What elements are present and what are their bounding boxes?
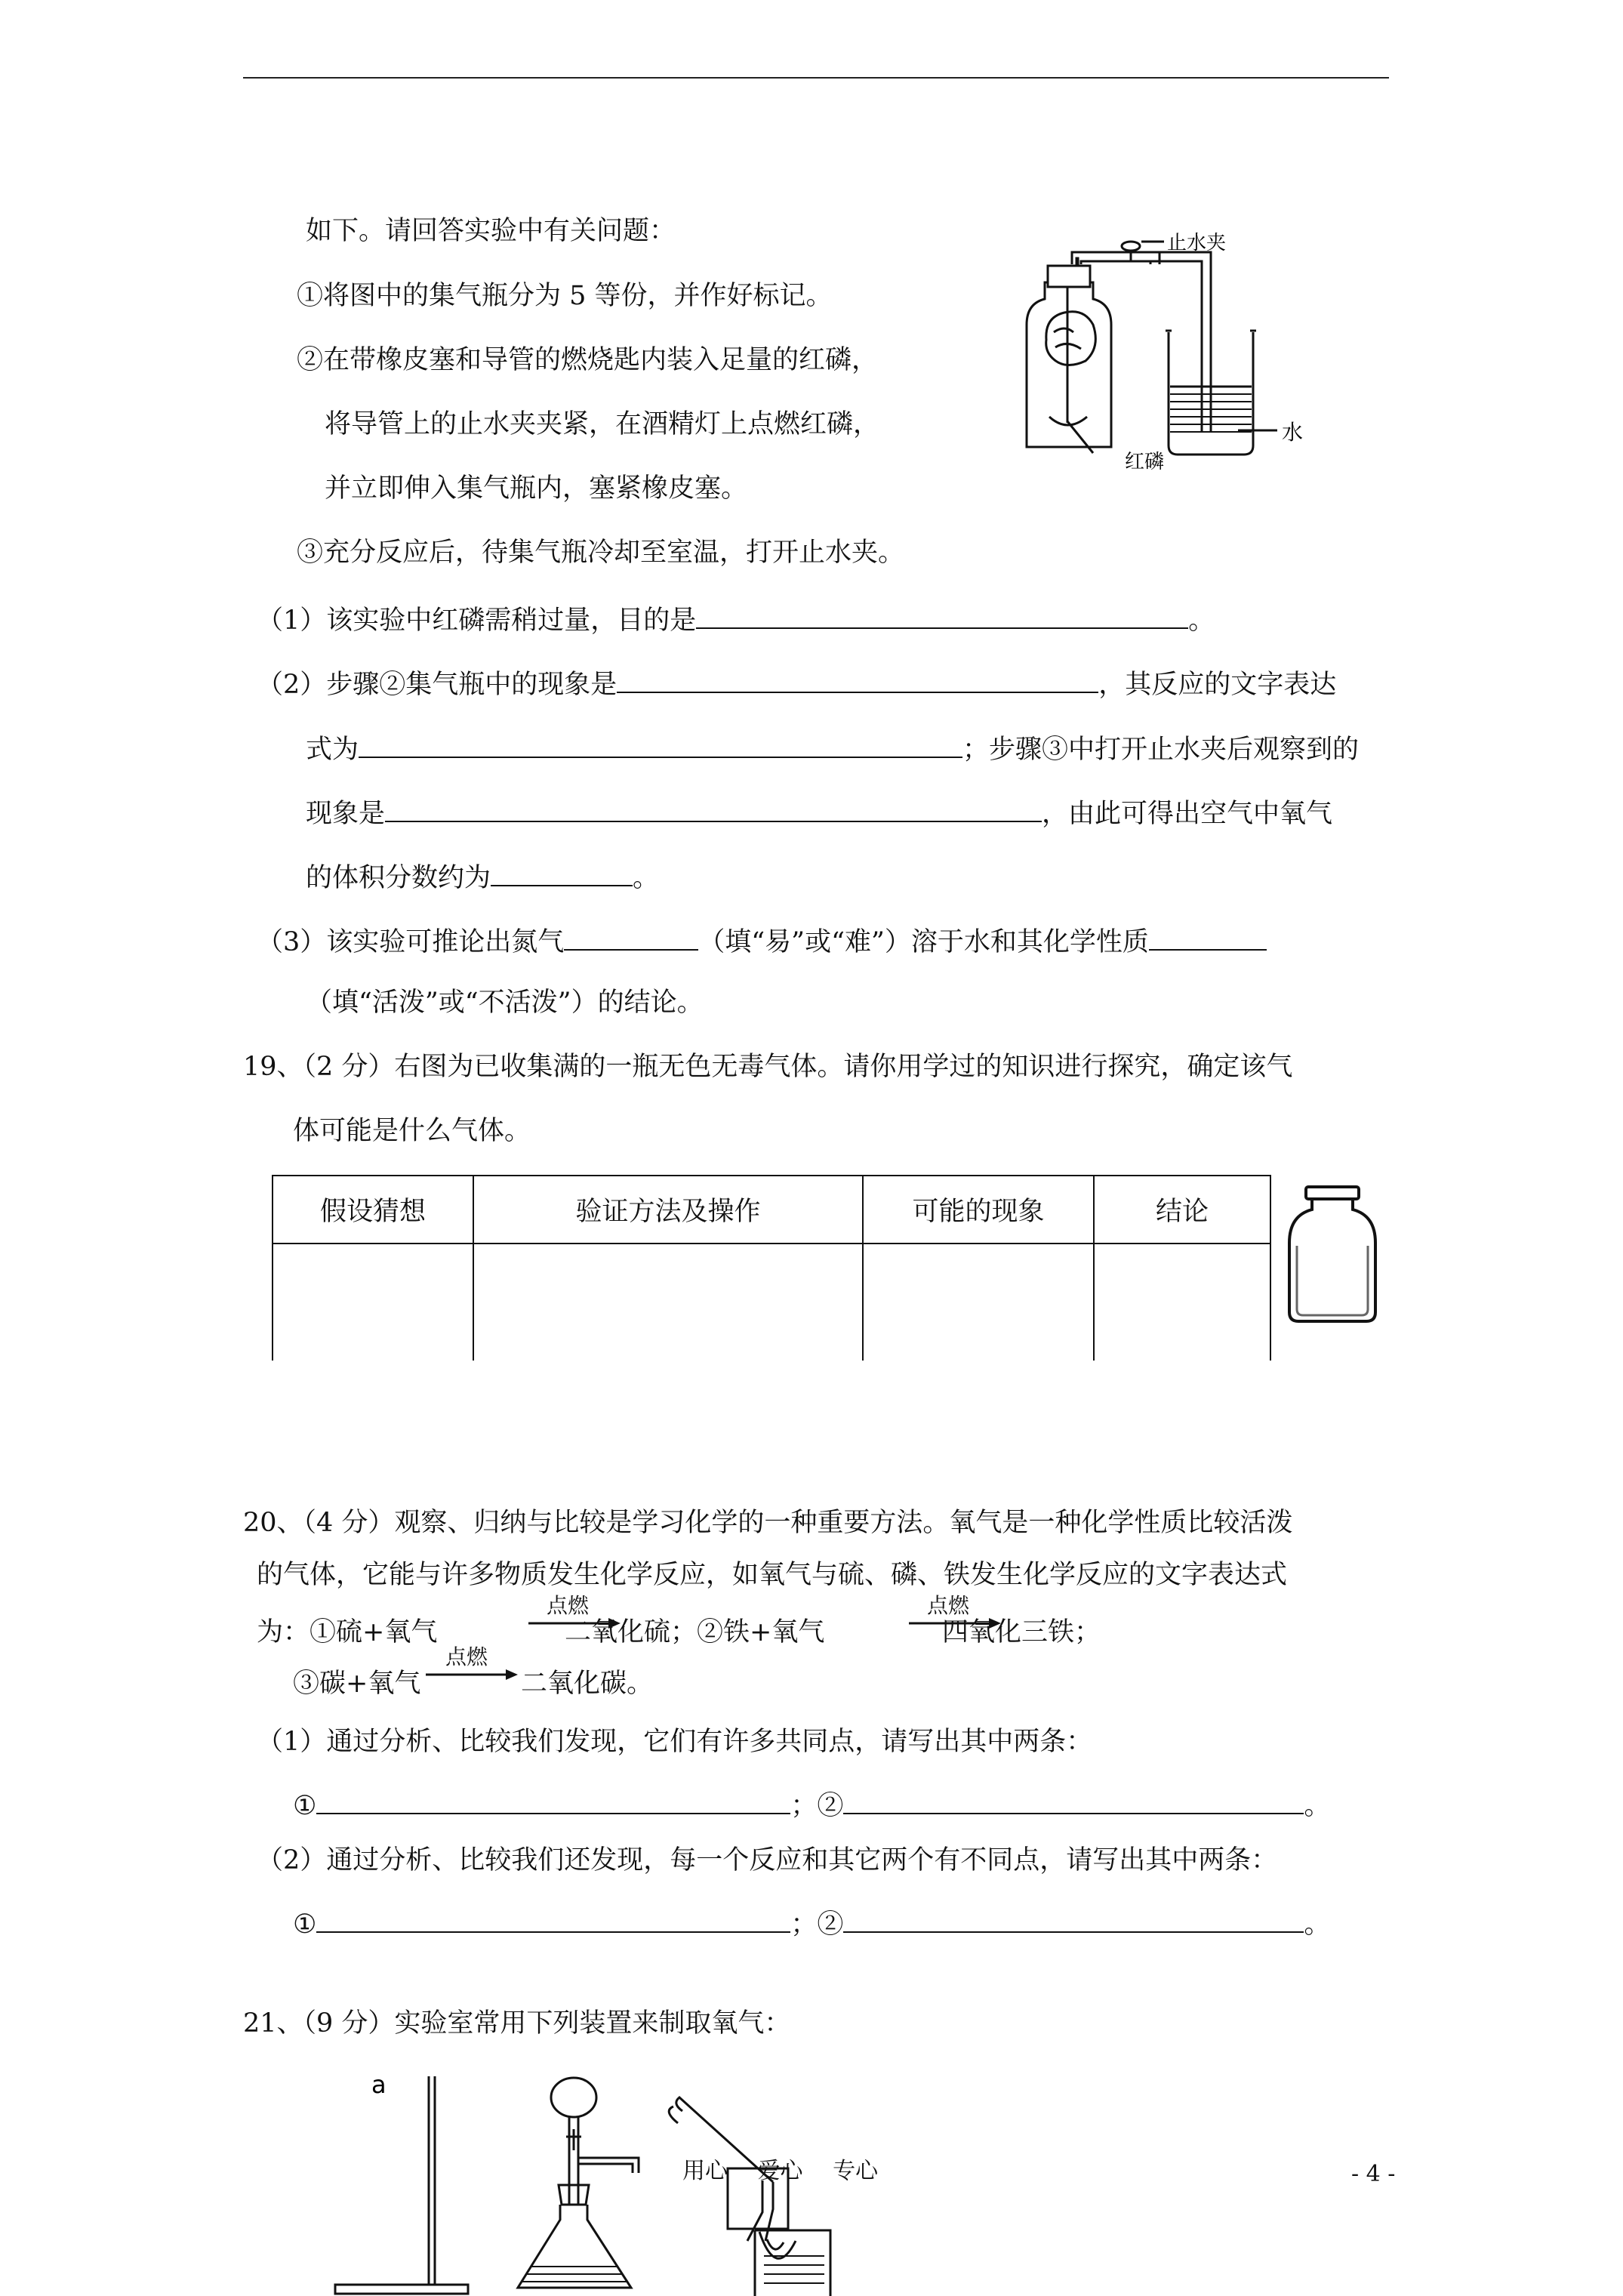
text-line: 如下。请回答实验中有关问题： bbox=[306, 216, 676, 246]
punct: 。 bbox=[1304, 1791, 1331, 1821]
question-21: 21、（9 分）实验室常用下列装置来制取氧气： bbox=[243, 2008, 791, 2039]
step-2: ②在带橡皮塞和导管的燃烧匙内装入足量的红磷， bbox=[297, 345, 879, 375]
question-3-text-b: （填“易”或“难”）溶于水和其化学性质 bbox=[698, 927, 1149, 957]
question-2-text-c: 式为 bbox=[306, 735, 359, 765]
punct: 。 bbox=[633, 863, 660, 893]
question-1 bbox=[257, 600, 1215, 637]
answer-blank[interactable] bbox=[316, 1904, 790, 1933]
answer-blank[interactable] bbox=[385, 794, 1042, 822]
table-cell[interactable] bbox=[273, 1244, 473, 1361]
question-2 bbox=[257, 664, 1336, 701]
equation-3-product: 二氧化碳。 bbox=[521, 1669, 654, 1699]
question-20-2: （2）通过分析、比较我们还发现，每一个反应和其它两个有不同点，请写出其中两条： bbox=[257, 1845, 1278, 1875]
question-2-text: （2）步骤②集气瓶中的现象是 bbox=[257, 670, 617, 700]
table-cell[interactable] bbox=[863, 1244, 1094, 1361]
punct: 。 bbox=[1188, 606, 1215, 636]
clamp-label: 止水夹 bbox=[1167, 232, 1227, 254]
question-2-line3 bbox=[306, 794, 1332, 831]
marker: ；② bbox=[790, 1909, 844, 1940]
equation-1: 为：①硫+氧气 bbox=[257, 1617, 438, 1647]
step-2-cont: 将导管上的止水夹夹紧，在酒精灯上点燃红磷， bbox=[325, 409, 880, 439]
footer-motto: 用心 爱心 专心 bbox=[682, 2158, 879, 2184]
step-2-cont2: 并立即伸入集气瓶内，塞紧橡皮塞。 bbox=[325, 473, 748, 504]
table-header: 验证方法及操作 bbox=[473, 1176, 863, 1244]
ignite-label: 点燃 bbox=[547, 1593, 590, 1618]
table-cell[interactable] bbox=[473, 1244, 863, 1361]
page-number: - 4 - bbox=[1351, 2161, 1396, 2187]
ignite-label: 点燃 bbox=[445, 1644, 488, 1669]
question-19: 19、（2 分）右图为已收集满的一瓶无色无毒气体。请你用学过的知识进行探究，确定该气 bbox=[243, 1052, 1293, 1082]
question-20-line2: 的气体，它能与许多物质发生化学反应，如氧气与硫、磷、铁发生化学反应的文字表达式 bbox=[257, 1560, 1288, 1590]
equation-3: ③碳+氧气 bbox=[293, 1669, 421, 1699]
gas-bottle-figure bbox=[1283, 1182, 1381, 1326]
label-a: a bbox=[371, 2070, 387, 2099]
answer-blank[interactable] bbox=[564, 922, 698, 951]
table-cell[interactable] bbox=[1094, 1244, 1270, 1361]
table-header: 结论 bbox=[1094, 1176, 1270, 1244]
question-20-1-answers bbox=[293, 1786, 1330, 1823]
answer-blank[interactable] bbox=[843, 1786, 1304, 1814]
punct: 。 bbox=[1304, 1909, 1331, 1940]
phosphorus-apparatus-figure bbox=[1012, 219, 1329, 476]
question-20: 20、（4 分）观察、归纳与比较是学习化学的一种重要方法。氧气是一种化学性质比较活泼 bbox=[243, 1508, 1293, 1538]
question-20-1: （1）通过分析、比较我们发现，它们有许多共同点，请写出其中两条： bbox=[257, 1727, 1093, 1757]
table-header: 假设猜想 bbox=[273, 1176, 473, 1244]
inquiry-table bbox=[272, 1175, 1270, 1361]
step-1: ①将图中的集气瓶分为 5 等份，并作好标记。 bbox=[297, 281, 833, 311]
question-3 bbox=[257, 922, 1267, 959]
question-2-text-e: 现象是 bbox=[306, 799, 386, 829]
question-2-line2 bbox=[306, 729, 1359, 766]
question-3-text: （3）该实验可推论出氮气 bbox=[257, 927, 565, 957]
answer-blank[interactable] bbox=[316, 1786, 790, 1814]
answer-blank[interactable] bbox=[617, 664, 1098, 693]
question-2-text-b: ，其反应的文字表达 bbox=[1098, 670, 1337, 700]
answer-blank[interactable] bbox=[843, 1904, 1304, 1933]
question-20-2-answers bbox=[293, 1904, 1330, 1941]
question-2-text-f: ，由此可得出空气中氧气 bbox=[1042, 799, 1333, 829]
question-2-text-d: ；步骤③中打开止水夹后观察到的 bbox=[962, 735, 1360, 765]
header-rule bbox=[243, 77, 1389, 79]
table-header: 可能的现象 bbox=[863, 1176, 1094, 1244]
marker: ① bbox=[293, 1909, 317, 1940]
question-1-text: （1）该实验中红磷需稍过量，目的是 bbox=[257, 606, 697, 636]
question-2-text-g: 的体积分数约为 bbox=[306, 863, 491, 893]
phosphorus-label: 红磷 bbox=[1125, 451, 1165, 473]
step-3: ③充分反应后，待集气瓶冷却至室温，打开止水夹。 bbox=[297, 538, 905, 568]
equation-2-product: 四氧化三铁； bbox=[942, 1617, 1101, 1647]
marker: ① bbox=[293, 1791, 317, 1821]
question-2-line4 bbox=[306, 858, 659, 895]
question-3-line2: （填“活泼”或“不活泼”）的结论。 bbox=[306, 988, 704, 1018]
answer-blank[interactable] bbox=[491, 858, 633, 886]
question-19-line2: 体可能是什么气体。 bbox=[293, 1116, 531, 1146]
answer-blank[interactable] bbox=[1149, 922, 1267, 951]
marker: ；② bbox=[790, 1791, 844, 1821]
reaction-arrow-icon bbox=[426, 1667, 519, 1682]
answer-blank[interactable] bbox=[696, 600, 1188, 629]
water-label: 水 bbox=[1282, 420, 1304, 445]
answer-blank[interactable] bbox=[359, 729, 962, 758]
ignite-label: 点燃 bbox=[927, 1593, 970, 1618]
equation-1-product: 二氧化硫；②铁+氧气 bbox=[565, 1617, 825, 1647]
